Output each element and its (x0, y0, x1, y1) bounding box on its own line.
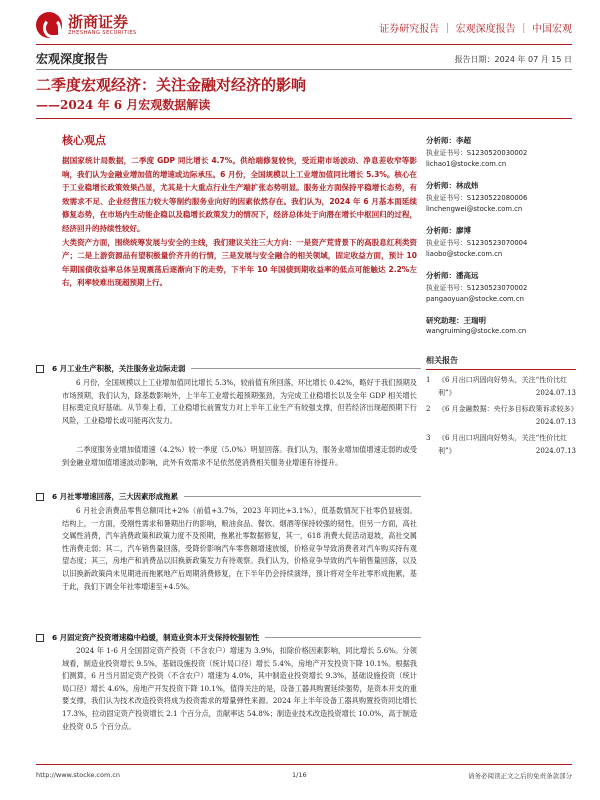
page-title: 二季度宏观经济：关注金融对经济的影响 (36, 76, 307, 94)
core-paragraph-2: 大类资产方面，围绕统筹发展与安全的主线，我们建议关注三大方向：一是资产荒背景下的高股息红利类资产；二是上游资源品有望积极量价齐升的行情，三是发展与安全融合的相关领域，固定收益方面，预计 10 年期国债收益率总体呈现震荡后逐渐向下的走势，下半年 10 年国债到期收益率的低点可能触达 2.2%左右，利率较难出现超预期上行。 (62, 237, 417, 288)
assistant-email[interactable]: wangruiming@stocke.com.cn (426, 327, 527, 335)
header-divider-2 (36, 69, 572, 70)
related-report-item[interactable] (426, 403, 576, 428)
company-logo (36, 12, 137, 38)
heading-rule (184, 496, 421, 497)
analyst-card (426, 225, 576, 260)
checkbox-square-icon (36, 365, 44, 373)
section-heading-industry (36, 363, 421, 374)
analyst-email[interactable]: linchengwei@stocke.com.cn (426, 205, 523, 213)
footer-divider (36, 764, 572, 765)
logo-cn: 浙商证券 (68, 13, 129, 31)
page-subtitle: ——2024 年 6 月宏观数据解读 (36, 98, 211, 112)
section-heading-retail (36, 491, 421, 502)
related-report-number: 1 (426, 376, 431, 384)
analyst-name: 分析师：林成炜 (426, 181, 479, 190)
analyst-email[interactable]: liaobo@stocke.com.cn (426, 250, 503, 258)
checkbox-square-icon (36, 493, 44, 501)
section-1-paragraph-1: 6 月份，全国规模以上工业增加值同比增长 5.3%，较前值有所回落，环比增长 0.42%，略好于我们预期及市场预期，我们认为，除基数影响外，上半年工业增长超预期强劲，为完成工业稳增长以及全年 GDP 相关增长目标奠定良好基础。从节奏上看，工业稳增长前置发力对上半年工业生产有较强支撑，但若经济出现超预期下行风险，工业稳增长或可能再次发力。 (62, 378, 417, 425)
analyst-card (426, 180, 576, 215)
related-report-item[interactable] (426, 432, 576, 457)
research-assistant: 研究助理：王瑞明 (426, 316, 486, 325)
core-heading: 核心观点 (62, 134, 106, 147)
related-report-title[interactable]: 《6 月出口巩固向好势头，关注“性价比红利”》 (438, 376, 568, 397)
section-heading-investment (36, 632, 421, 643)
analyst-name: 分析师：李超 (426, 136, 471, 145)
analyst-name: 分析师：廖博 (426, 226, 471, 235)
section-heading-text: 6 月工业生产积极，关注服务业边际走弱 (52, 364, 186, 373)
analyst-name: 分析师：潘高远 (426, 271, 479, 280)
analyst-cert: 执业证书号：S1230520030002 (426, 149, 528, 157)
sidebar (426, 135, 576, 457)
related-report-title[interactable]: 《6 月出口巩固向好势头，关注“性价比红利”》 (438, 434, 568, 455)
analyst-email[interactable]: lichao1@stocke.com.cn (426, 160, 507, 168)
analyst-email[interactable]: pangaoyuan@stocke.com.cn (426, 295, 524, 303)
title-divider (36, 118, 572, 119)
section-heading-text: 6 月社零增速回落，三大因素形成拖累 (52, 492, 178, 501)
heading-rule (191, 368, 421, 369)
footer-disclaimer: 请务必阅读正文之后的免责条款部分 (468, 772, 572, 780)
report-category-nav: 证券研究报告 ｜ 宏观深度报告 ｜ 中国宏观 (379, 24, 572, 35)
related-report-date: 2024.07.13 (535, 388, 576, 397)
section-2-paragraph-1: 6 月社会消费品零售总额同比+2%（前值+3.7%，2023 年同比+3.1%），低基数情况下社零仍显疲弱。结构上，一方面，受刚性需求和暑期出行的影响，粮油食品、餐饮、烟酒等保持较强的韧性，但另一方面，高社交属性消费，汽车消费政策和政策力度不及预期，拖累社零数据修复，其一，618 消费大促活动退坡，高社交属性消费走弱；其二，汽车销售量回落，受降价影响汽车零售额增速放缓，价格竞争导致消费者对汽车购买持有观望态度；其三，房地产和消费品以旧换新政策发力有待观察。我们认为，价格竞争导致的汽车销售量回落，以及以旧换新政策尚未见期进而拖累地产后周期消费修复，在下半年仍会持续演绎，预计将对全年社零形成拖累，基于此，我们下调全年社零增速至+4.5%。 (62, 506, 417, 591)
core-viewpoints (62, 132, 417, 290)
heading-rule (265, 637, 421, 638)
analyst-cert: 执业证书号：S1230523070004 (426, 239, 528, 247)
report-date: 报告日期：2024 年 07 月 15 日 (454, 55, 572, 64)
core-paragraph-1: 据国家统计局数据，二季度 GDP 同比增长 4.7%。供给端修复较快，受近期市场波动、净息差收窄等影响，我们认为金融业增加值的增速或边际承压。6 月份，全国规模以上工业增加值同比增长 5.3%。核心在于工业稳增长政策效果凸显，尤其是十大重点行业生产端扩张态势明显。服务业方面保持平稳增长态势，有效需求不足、企业经营压力较大等制约服务业向好的因素依然存在。我们认为，2024 年 6 月基本面延续修复态势，在市场内生动能企稳以及稳增长政策发力的情况下，经济总体处于向潜在增长中枢回归的过程，经济回升的持续性较好。 (62, 156, 417, 233)
analyst-card (426, 135, 576, 170)
related-reports-heading: 相关报告 (426, 355, 576, 370)
logo-icon (36, 12, 62, 38)
footer-website[interactable]: http://www.stocke.com.cn (36, 771, 121, 779)
header-divider (36, 44, 572, 45)
related-report-date: 2024.07.13 (535, 446, 576, 455)
section-1-paragraph-2: 二季度服务业增加值增速（4.2%）较一季度（5.0%）明显回落。我们认为，服务业增加值增速走弱的或受到金融业增加值增速波动影响，此外有效需求不足依然使消费相关服务业增速有待提升。 (62, 445, 417, 467)
related-report-title[interactable]: 《6 月金融数据：央行多目标政策诉求较多》 (438, 405, 578, 413)
checkbox-square-icon (36, 634, 44, 642)
doc-type: 宏观深度报告 (36, 52, 109, 66)
analyst-cert: 执业证书号：S1230522080006 (426, 194, 528, 202)
section-heading-text: 6 月固定资产投资增速稳中趋缓，制造业资本开支保持较强韧性 (52, 633, 260, 642)
section-3-paragraph-1: 2024 年 1-6 月全国固定资产投资（不含农户）增速为 3.9%，扣除价格因素影响，同比增长 5.6%。分领域看，制造业投资增长 9.5%，基础设施投资（统计局口径）增长 5.4%，房地产开发投资下降 10.1%。根据我们测算，6 月当月固定资产投资（不含农户）增速为 4.0%，其中制造业投资增长 9.3%，基础设施投资（统计局口径）增长 4.6%，房地产开发投资下降 10.1%，值得关注的是，设备工器具购置延续强势，是资本开支的重要支撑，我们认为技术改造投资将成为投资需求的增量弹性来源。2024 年上半年设备工器具购置投资同比增长 17.3%，拉动固定资产投资增长 2.1 个百分点，贡献率达 54.8%；制造业技术改造投资增长 10.0%，高于制造业投资 0.5 个百分点。 (62, 646, 418, 731)
page-number: 1/16 (292, 771, 307, 779)
related-report-number: 3 (426, 434, 431, 442)
related-report-date: 2024.07.13 (535, 417, 576, 426)
related-report-item[interactable] (426, 374, 576, 399)
analyst-card (426, 270, 576, 305)
related-report-number: 2 (426, 405, 431, 413)
analyst-cert: 执业证书号：S1230523070002 (426, 284, 528, 292)
logo-en: ZHESHANG SECURITIES (68, 30, 137, 36)
